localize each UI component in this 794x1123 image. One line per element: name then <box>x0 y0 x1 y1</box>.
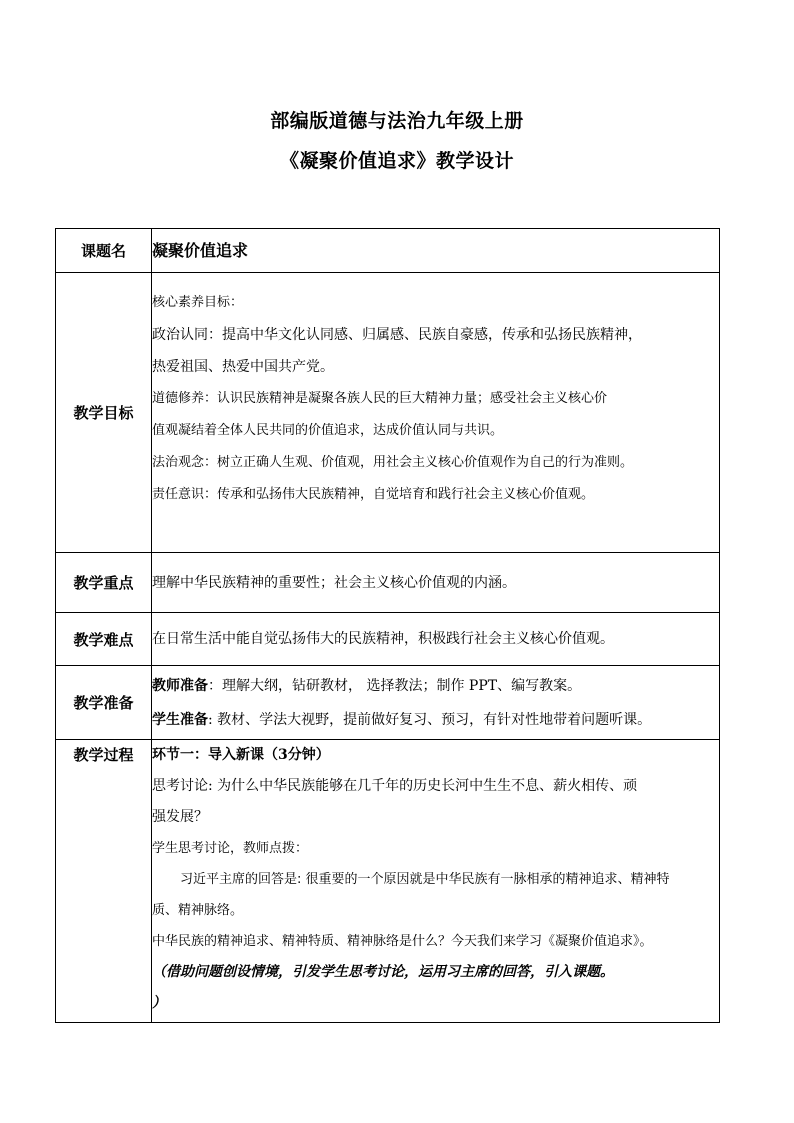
objective-line: 值观凝结着全体人民共同的价值追求，达成价值认同与共识。 <box>152 423 504 438</box>
objective-line: 道德修养：认识民族精神是凝聚各族人民的巨大精神力量；感受社会主义核心价 <box>152 391 608 406</box>
design-note: （借助问题创设情境，引发学生思考讨论，运用习主席的回答，引入课题。 <box>152 964 614 980</box>
table-row-topic <box>56 229 720 273</box>
objectives-heading: 核心素养目标： <box>152 295 244 310</box>
section-heading: 环节一：导入新课（3分钟） <box>152 747 330 763</box>
design-note-end: ） <box>152 995 166 1011</box>
document-title: 部编版道德与法治九年级上册 <box>270 110 524 132</box>
process-line: 习近平主席的回答是: 很重要的一个原因就是中华民族有一脉相承的精神追求、精神特 <box>180 872 670 887</box>
teacher-prep-label: 教师准备 <box>152 677 208 694</box>
student-prep-text: : 教材、学法大视野，提前做好复习、预习，有针对性地带着问题听课。 <box>208 711 652 728</box>
row-label-preparation: 教学准备 <box>56 666 152 740</box>
row-label-objectives: 教学目标 <box>56 273 152 553</box>
objective-line: 政治认同：提高中华文化认同感、归属感、民族自豪感，传承和弘扬民族精神， <box>152 327 642 343</box>
objective-line: 责任意识：传承和弘扬伟大民族精神，自觉培育和践行社会主义核心价值观。 <box>152 487 595 502</box>
objective-line: 热爱祖国、热爱中国共产党。 <box>152 359 334 375</box>
difficulties-value: 在日常生活中能自觉弘扬伟大的民族精神，积极践行社会主义核心价值观。 <box>152 613 720 666</box>
table-row-preparation <box>56 666 720 740</box>
process-content <box>152 740 720 1023</box>
teacher-prep <box>152 669 719 703</box>
topic-value: 凝聚价值追求 <box>152 229 720 273</box>
document-subtitle: 《凝聚价值追求》教学设计 <box>279 150 514 172</box>
student-prep <box>152 703 719 737</box>
row-label-difficulties: 教学难点 <box>56 613 152 666</box>
row-label-keypoints: 教学重点 <box>56 553 152 613</box>
process-line: 思考讨论: 为什么中华民族能够在几千年的历史长河中生生不息、薪火相传、顽 <box>152 778 638 794</box>
table-row-objectives <box>56 273 720 553</box>
row-label-process: 教学过程 <box>56 740 152 1023</box>
lesson-plan-table <box>55 228 720 1023</box>
row-label-topic: 课题名 <box>56 229 152 273</box>
table-row-keypoints <box>56 553 720 613</box>
objective-line: 法治观念：树立正确人生观、价值观，用社会主义核心价值观作为自己的行为准则。 <box>152 455 634 470</box>
objectives-content <box>152 273 720 553</box>
process-line: 强发展？ <box>152 809 208 825</box>
keypoints-value: 理解中华民族精神的重要性；社会主义核心价值观的内涵。 <box>152 553 720 613</box>
process-line: 学生思考讨论，教师点拨： <box>152 841 309 856</box>
table-row-process <box>56 740 720 1023</box>
preparation-content <box>152 666 720 740</box>
teacher-prep-text: ：理解大纲，钻研教材， 选择教法；制作 PPT、编写教案。 <box>208 677 582 694</box>
process-line: 质、精神脉络。 <box>152 903 244 918</box>
table-row-difficulties <box>56 613 720 666</box>
process-line: 中华民族的精神追求、精神特质、精神脉络是什么？今天我们来学习《凝聚价值追求》。 <box>152 934 653 949</box>
student-prep-label: 学生准备 <box>152 711 208 728</box>
